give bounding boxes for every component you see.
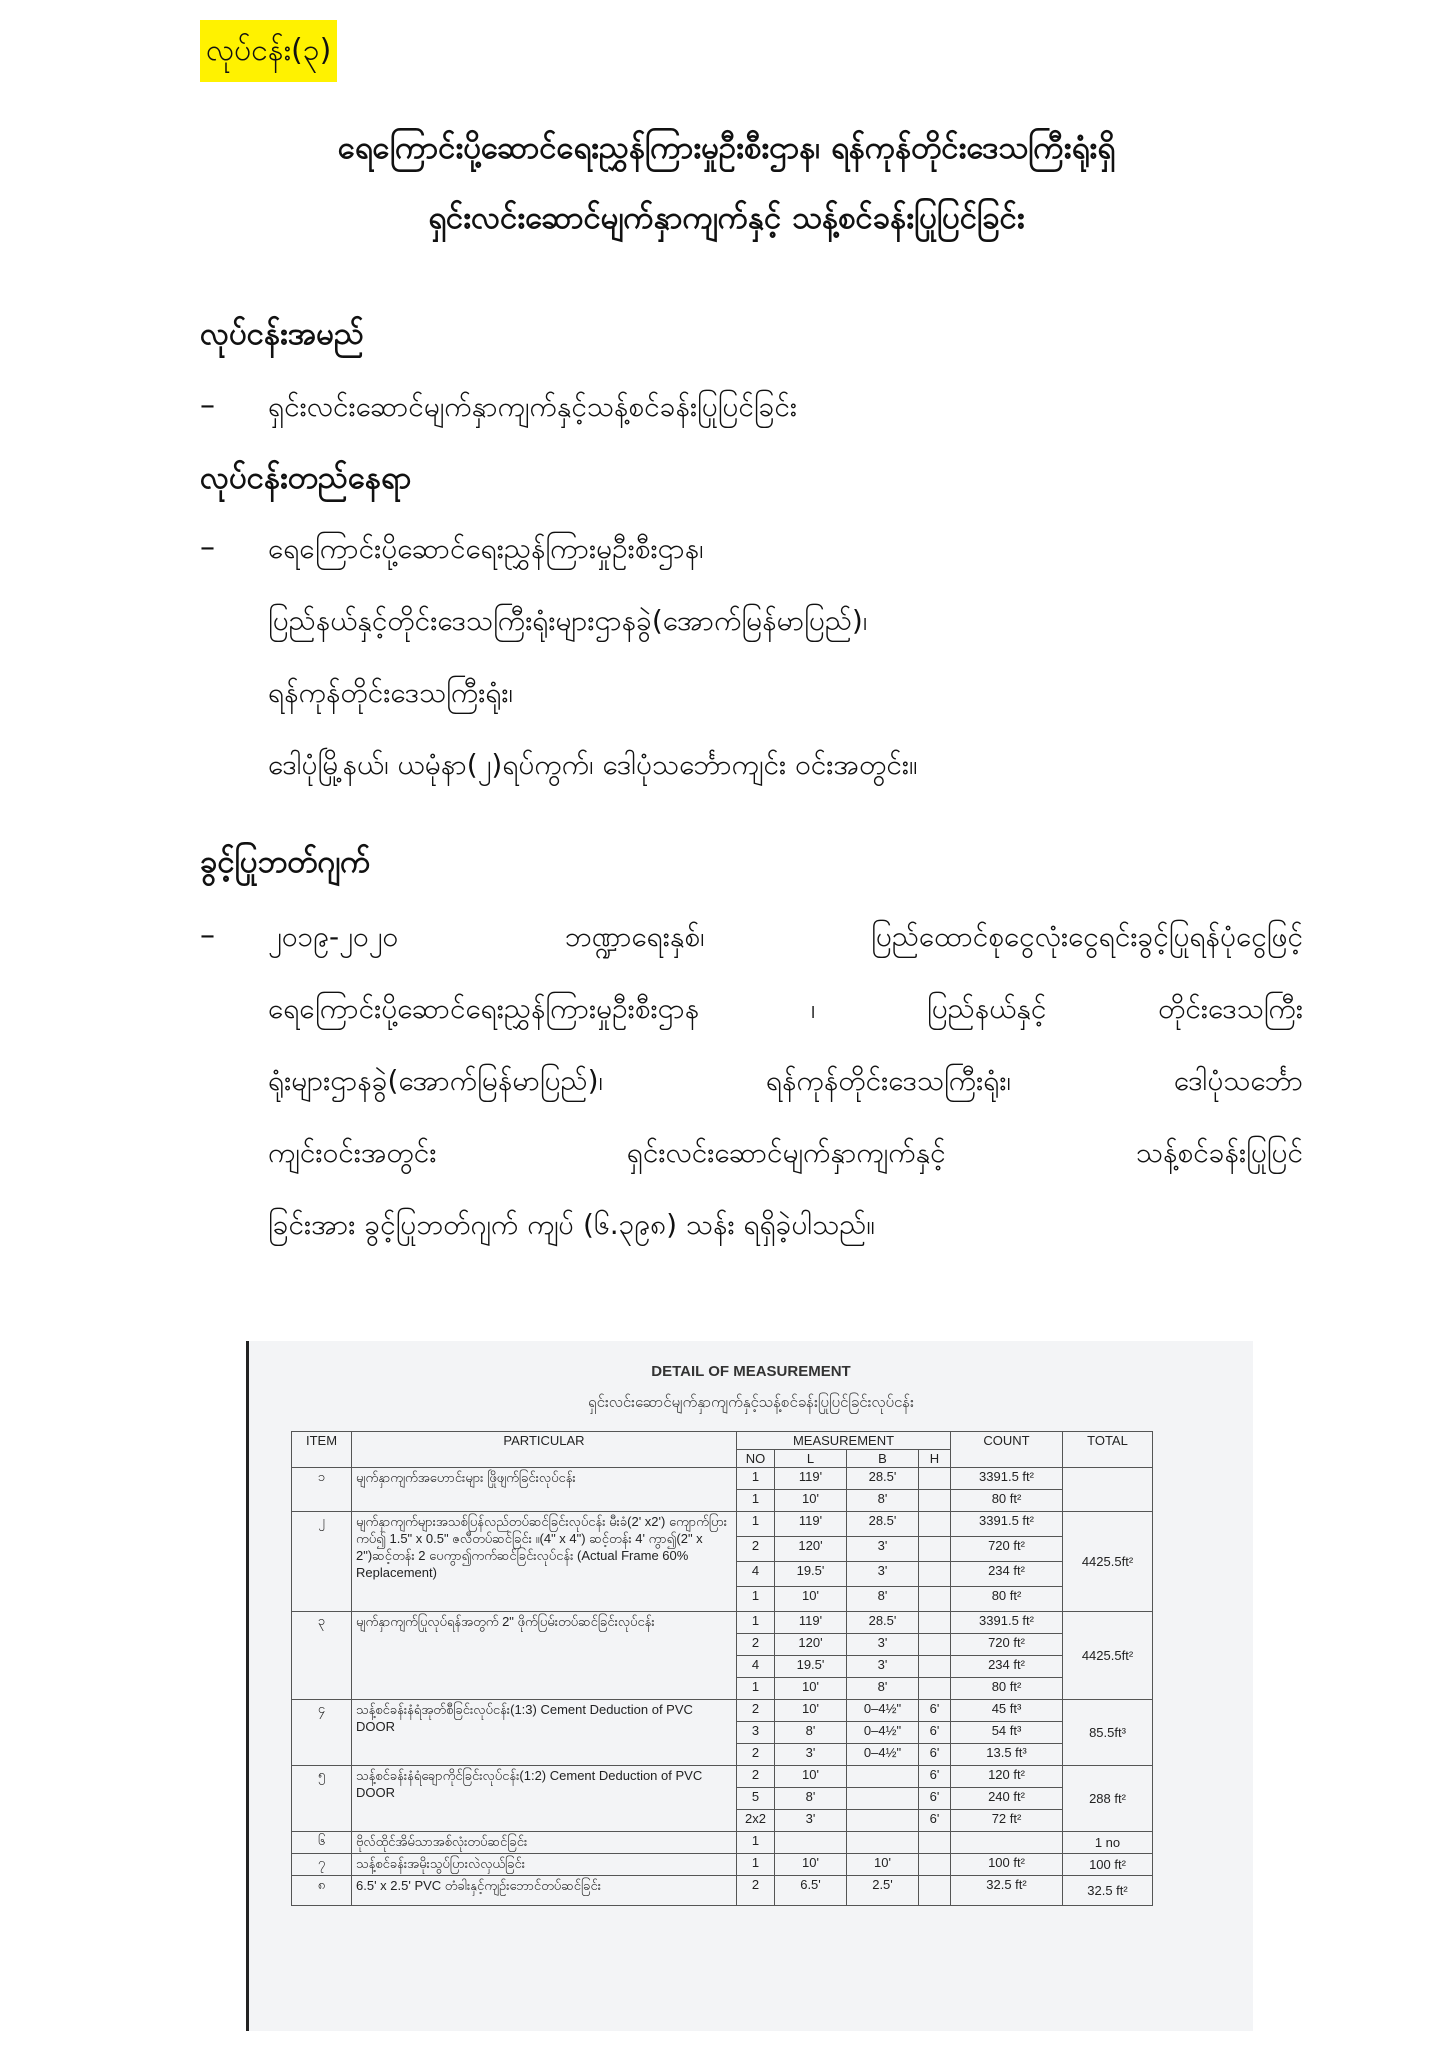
height-cell [919, 1854, 951, 1876]
particular-cell: 6.5' x 2.5' PVC တံခါးနှင့်ကျဉ်းဘောင်တပ်ဆင်ခြင်း [352, 1876, 737, 1906]
height-cell [919, 1656, 951, 1678]
title-line-2: ရှင်းလင်းဆောင်မျက်နှာကျက်နှင့် သန့်စင်ခန်းပြုပြင်ခြင်း [428, 200, 1025, 236]
height-cell: 6' [919, 1700, 951, 1722]
length-cell: 8' [775, 1722, 847, 1744]
no-cell: 1 [737, 1490, 775, 1512]
particular-cell: မျက်နှာကျက်များအသစ်ပြန်လည်တပ်ဆင်ခြင်းလုပ်ငန်း မီးခံ(2' x2') ကျောက်ပြားကပ်၍ 1.5" x 0.5" ဇလီတပ်ဆင်ခြင်း ။(4" x 4") ဆင့်တန်း 4' ကွာ၍(2" x 2")ဆင့်တန်း 2 ပေကွာ၍ကက်ဆင်ခြင်းလုပ်ငန်း (Actual Frame 60% Replacement) [352, 1512, 737, 1612]
breadth-cell [847, 1788, 919, 1810]
breadth-cell: 0–4½" [847, 1700, 919, 1722]
no-cell: 4 [737, 1562, 775, 1587]
item-number: ၂ [292, 1512, 352, 1612]
total-cell: 4425.5ft² [1063, 1612, 1153, 1700]
budget-dash: – [200, 918, 215, 953]
height-cell [919, 1876, 951, 1906]
item-number: ၅ [292, 1766, 352, 1832]
no-cell: 2 [737, 1700, 775, 1722]
name-dash: – [200, 388, 215, 423]
no-cell: 3 [737, 1722, 775, 1744]
height-cell [919, 1634, 951, 1656]
particular-cell: သန့်စင်ခန်းနံရံချောကိုင်ခြင်းလုပ်ငန်း(1:2) Cement Deduction of PVC DOOR [352, 1766, 737, 1832]
budget-line: ၂၀၁၉-၂၀၂၀ ဘဏ္ဍာရေးနှစ်၊ ပြည်ထောင်စုငွေလုံးငွေရင်းခွင့်ပြုရန်ပုံငွေဖြင့် [268, 920, 1303, 953]
title-line-1: ရေကြောင်းပို့ဆောင်ရေးညွှန်ကြားမှုဦးစီးဌာန၊ ရန်ကုန်တိုင်းဒေသကြီးရုံးရှိ [337, 130, 1116, 166]
scanned-measurement-sheet [246, 1341, 1253, 2031]
item-number: ၇ [292, 1854, 352, 1876]
breadth-cell: 3' [847, 1634, 919, 1656]
count-cell: 80 ft² [951, 1678, 1063, 1700]
table-row [292, 1468, 1153, 1490]
height-cell: 6' [919, 1810, 951, 1832]
header-measurement: MEASUREMENT [737, 1432, 951, 1450]
particular-cell: မျက်နှာကျက်အဟောင်းများ ဖြိုဖျက်ခြင်းလုပ်ငန်း [352, 1468, 737, 1512]
no-cell: 2 [737, 1744, 775, 1766]
location-dash: – [200, 530, 215, 565]
length-cell: 119' [775, 1512, 847, 1537]
breadth-cell: 8' [847, 1587, 919, 1612]
location-line: ရေကြောင်းပို့ဆောင်ရေးညွှန်ကြားမှုဦးစီးဌာန၊ [268, 532, 704, 565]
table-row [292, 1854, 1153, 1876]
length-cell: 19.5' [775, 1562, 847, 1587]
total-cell: 85.5ft³ [1063, 1700, 1153, 1766]
no-cell: 2 [737, 1634, 775, 1656]
no-cell: 2 [737, 1766, 775, 1788]
count-cell: 100 ft² [951, 1854, 1063, 1876]
header-count: COUNT [951, 1432, 1063, 1468]
budget-line: ကျင်းဝင်းအတွင်း ရှင်းလင်းဆောင်မျက်နှာကျက်နှင့် သန့်စင်ခန်းပြုပြင် [268, 1136, 1303, 1169]
scan-title: DETAIL OF MEASUREMENT [651, 1363, 851, 1380]
count-cell: 72 ft² [951, 1810, 1063, 1832]
name-heading: လုပ်ငန်းအမည် [200, 316, 364, 352]
length-cell: 6.5' [775, 1876, 847, 1906]
height-cell: 6' [919, 1722, 951, 1744]
length-cell: 120' [775, 1537, 847, 1562]
total-cell: 288 ft² [1063, 1766, 1153, 1832]
count-cell: 234 ft² [951, 1562, 1063, 1587]
breadth-cell: 28.5' [847, 1612, 919, 1634]
height-cell: 6' [919, 1744, 951, 1766]
height-cell [919, 1612, 951, 1634]
no-cell: 5 [737, 1788, 775, 1810]
location-line: ရန်ကုန်တိုင်းဒေသကြီးရုံး၊ [268, 676, 513, 709]
budget-line: ခြင်းအား ခွင့်ပြုဘတ်ဂျက် ကျပ် (၆.၃၉၈) သန်း ရရှိခဲ့ပါသည်။ [268, 1208, 875, 1241]
count-cell: 720 ft² [951, 1537, 1063, 1562]
table-row [292, 1766, 1153, 1788]
length-cell: 8' [775, 1788, 847, 1810]
length-cell: 19.5' [775, 1656, 847, 1678]
name-value: ရှင်းလင်းဆောင်မျက်နှာကျက်နှင့်သန့်စင်ခန်းပြုပြင်ခြင်း [268, 390, 798, 423]
height-cell [919, 1490, 951, 1512]
particular-cell: ဗိုလ်ထိုင်အိမ်သာအစ်လုံးတပ်ဆင်ခြင်း [352, 1832, 737, 1854]
header-particular: PARTICULAR [352, 1432, 737, 1468]
no-cell: 1 [737, 1612, 775, 1634]
count-cell: 32.5 ft² [951, 1876, 1063, 1906]
item-number: ၆ [292, 1832, 352, 1854]
location-line: ပြည်နယ်နှင့်တိုင်းဒေသကြီးရုံးများဌာနခွဲ(အောက်မြန်မာပြည်)၊ [268, 604, 868, 637]
no-cell: 1 [737, 1678, 775, 1700]
no-cell: 1 [737, 1587, 775, 1612]
height-cell [919, 1832, 951, 1854]
budget-line: ရုံးများဌာနခွဲ(အောက်မြန်မာပြည်)၊ ရန်ကုန်တိုင်းဒေသကြီးရုံး၊ ဒေါပုံသင်္ဘော [268, 1064, 1303, 1097]
length-cell: 10' [775, 1766, 847, 1788]
breadth-cell: 8' [847, 1490, 919, 1512]
breadth-cell: 28.5' [847, 1468, 919, 1490]
count-cell: 3391.5 ft² [951, 1468, 1063, 1490]
count-cell: 240 ft² [951, 1788, 1063, 1810]
particular-cell: သန့်စင်ခန်းနံရံအုတ်စီခြင်းလုပ်ငန်း(1:3) Cement Deduction of PVC DOOR [352, 1700, 737, 1766]
budget-line: ရေကြောင်းပို့ဆောင်ရေးညွှန်ကြားမှုဦးစီးဌာန ၊ ပြည်နယ်နှင့် တိုင်းဒေသကြီး [268, 992, 1303, 1025]
length-cell: 120' [775, 1634, 847, 1656]
breadth-cell: 3' [847, 1537, 919, 1562]
breadth-cell: 3' [847, 1562, 919, 1587]
header-item: ITEM [292, 1432, 352, 1468]
breadth-cell [847, 1832, 919, 1854]
count-cell: 45 ft³ [951, 1700, 1063, 1722]
length-cell: 10' [775, 1587, 847, 1612]
height-cell [919, 1562, 951, 1587]
section-tag: လုပ်ငန်း(၃) [200, 20, 337, 82]
no-cell: 4 [737, 1656, 775, 1678]
header-b: B [847, 1450, 919, 1468]
item-number: ၄ [292, 1700, 352, 1766]
count-cell: 80 ft² [951, 1587, 1063, 1612]
table-row [292, 1512, 1153, 1537]
table-row [292, 1876, 1153, 1906]
breadth-cell: 2.5' [847, 1876, 919, 1906]
length-cell [775, 1832, 847, 1854]
count-cell: 3391.5 ft² [951, 1512, 1063, 1537]
breadth-cell: 0–4½" [847, 1744, 919, 1766]
height-cell [919, 1512, 951, 1537]
height-cell [919, 1468, 951, 1490]
length-cell: 3' [775, 1744, 847, 1766]
height-cell: 6' [919, 1788, 951, 1810]
no-cell: 1 [737, 1832, 775, 1854]
table-row [292, 1612, 1153, 1634]
no-cell: 2x2 [737, 1810, 775, 1832]
count-cell: 720 ft² [951, 1634, 1063, 1656]
header-l: L [775, 1450, 847, 1468]
count-cell: 54 ft³ [951, 1722, 1063, 1744]
location-heading: လုပ်ငန်းတည်နေရာ [200, 460, 412, 496]
particular-cell: မျက်နှာကျက်ပြုလုပ်ရန်အတွက် 2" ဖိုက်ပြမ်းတပ်ဆင်ခြင်းလုပ်ငန်း [352, 1612, 737, 1700]
breadth-cell: 8' [847, 1678, 919, 1700]
total-cell: 32.5 ft² [1063, 1876, 1153, 1906]
length-cell: 3' [775, 1810, 847, 1832]
height-cell [919, 1678, 951, 1700]
count-cell: 120 ft² [951, 1766, 1063, 1788]
length-cell: 10' [775, 1700, 847, 1722]
count-cell: 3391.5 ft² [951, 1612, 1063, 1634]
header-no: NO [737, 1450, 775, 1468]
height-cell [919, 1587, 951, 1612]
height-cell: 6' [919, 1766, 951, 1788]
breadth-cell: 3' [847, 1656, 919, 1678]
breadth-cell [847, 1766, 919, 1788]
budget-heading: ခွင့်ပြုဘတ်ဂျက် [200, 844, 371, 880]
no-cell: 2 [737, 1876, 775, 1906]
scan-subtitle: ရှင်းလင်းဆောင်မျက်နှာကျက်နှင့်သန့်စင်ခန်းပြုပြင်ခြင်းလုပ်ငန်း [588, 1393, 914, 1411]
length-cell: 10' [775, 1490, 847, 1512]
no-cell: 2 [737, 1537, 775, 1562]
table-row [292, 1700, 1153, 1722]
length-cell: 10' [775, 1854, 847, 1876]
total-cell: 4425.5ft² [1063, 1512, 1153, 1612]
breadth-cell: 10' [847, 1854, 919, 1876]
count-cell [951, 1832, 1063, 1854]
item-number: ၁ [292, 1468, 352, 1512]
count-cell: 13.5 ft³ [951, 1744, 1063, 1766]
breadth-cell [847, 1810, 919, 1832]
item-number: ၃ [292, 1612, 352, 1700]
measurement-table [291, 1431, 1153, 1906]
length-cell: 119' [775, 1468, 847, 1490]
item-number: ၈ [292, 1876, 352, 1906]
length-cell: 10' [775, 1678, 847, 1700]
no-cell: 1 [737, 1512, 775, 1537]
breadth-cell: 28.5' [847, 1512, 919, 1537]
count-cell: 80 ft² [951, 1490, 1063, 1512]
breadth-cell: 0–4½" [847, 1722, 919, 1744]
length-cell: 119' [775, 1612, 847, 1634]
height-cell [919, 1537, 951, 1562]
no-cell: 1 [737, 1468, 775, 1490]
count-cell: 234 ft² [951, 1656, 1063, 1678]
no-cell: 1 [737, 1854, 775, 1876]
header-total: TOTAL [1063, 1432, 1153, 1468]
table-row [292, 1832, 1153, 1854]
location-line: ဒေါပုံမြို့နယ်၊ ယမုံနာ(၂)ရပ်ကွက်၊ ဒေါပုံသင်္ဘောကျင်း ဝင်းအတွင်း။ [268, 748, 918, 781]
total-cell [1063, 1468, 1153, 1512]
particular-cell: သန့်စင်ခန်းအမိုးသွပ်ပြားလဲလှယ်ခြင်း [352, 1854, 737, 1876]
total-cell: 1 no [1063, 1832, 1153, 1854]
measurement-rows [292, 1468, 1153, 1906]
total-cell: 100 ft² [1063, 1854, 1153, 1876]
header-h: H [919, 1450, 951, 1468]
